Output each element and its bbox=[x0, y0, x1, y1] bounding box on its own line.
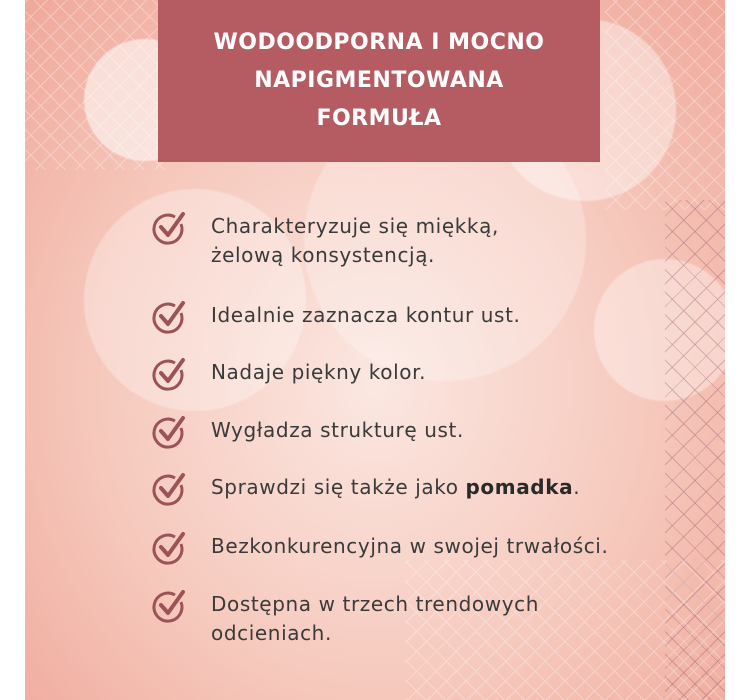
mesh-pattern-decoration bbox=[665, 200, 725, 700]
list-item bbox=[151, 210, 499, 270]
feature-text-part: . bbox=[573, 475, 581, 499]
feature-text: Nadaje piękny kolor. bbox=[211, 360, 427, 384]
list-item bbox=[151, 356, 426, 392]
feature-text-part: Sprawdzi się także jako bbox=[211, 475, 466, 499]
feature-text: Idealnie zaznacza kontur ust. bbox=[211, 303, 521, 327]
feature-text: Charakteryzuje się miękką, żelową konsystencją. bbox=[211, 214, 499, 267]
list-item bbox=[151, 471, 580, 507]
feature-text bbox=[211, 471, 580, 502]
check-circle-icon bbox=[151, 530, 187, 566]
feature-text-bold: pomadka bbox=[465, 475, 574, 499]
check-circle-icon bbox=[151, 414, 187, 450]
list-item bbox=[151, 414, 464, 450]
check-circle-icon bbox=[151, 588, 187, 624]
check-circle-icon bbox=[151, 356, 187, 392]
title-banner bbox=[158, 0, 600, 162]
page-title: WODOODPORNA I MOCNO NAPIGMENTOWANA FORMUŁA bbox=[213, 30, 545, 131]
feature-text: Dostępna w trzech trendowych odcieniach. bbox=[211, 592, 540, 645]
mesh-pattern-decoration bbox=[605, 0, 725, 210]
feature-text: Bezkonkurencyjna w swojej trwałości. bbox=[211, 534, 609, 558]
check-circle-icon bbox=[151, 471, 187, 507]
list-item bbox=[151, 530, 608, 566]
check-circle-icon bbox=[151, 299, 187, 335]
check-circle-icon bbox=[151, 210, 187, 246]
feature-text: Wygładza strukturę ust. bbox=[211, 418, 464, 442]
mesh-pattern-decoration bbox=[25, 0, 175, 170]
list-item bbox=[151, 299, 520, 335]
product-info-card bbox=[25, 0, 725, 700]
list-item bbox=[151, 588, 539, 648]
